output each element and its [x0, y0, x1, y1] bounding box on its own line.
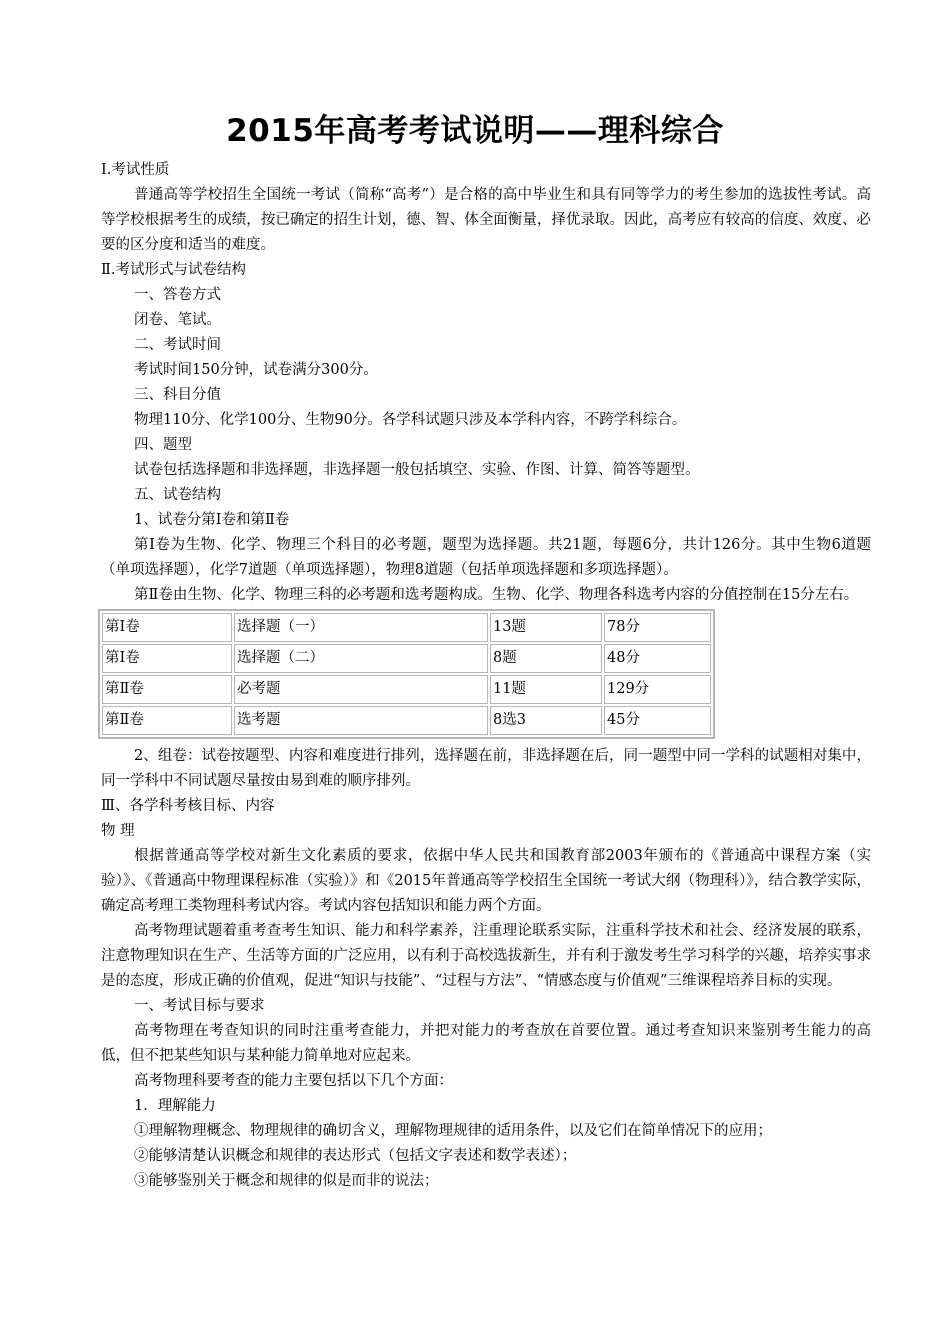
- table-cell: 13题: [490, 613, 602, 642]
- paragraph: 高考物理科要考查的能力主要包括以下几个方面：: [134, 1073, 453, 1089]
- paragraph: 第Ⅰ卷为生物、化学、物理三个科目的必考题，题型为选择题。共21题，每题6分，共计126分。其中生物6道题（单项选择题），化学7道题（单项选择题），物理8道题（包括单项选择题和多项选择题）。: [101, 537, 871, 578]
- paragraph: 第Ⅱ卷由生物、化学、物理三科的必考题和选考题构成。生物、化学、物理各科选考内容的分值控制在15分左右。: [134, 587, 859, 603]
- table-cell: 48分: [604, 644, 711, 673]
- score-table: [98, 609, 715, 739]
- table-cell: 选考题: [234, 706, 488, 735]
- table-row: [102, 675, 711, 704]
- table-cell: 45分: [604, 706, 711, 735]
- table-row: [102, 706, 711, 735]
- table-cell: 选择题（二）: [234, 644, 488, 673]
- subheading: 四、题型: [134, 437, 192, 453]
- section-heading: Ⅰ.考试性质: [101, 162, 170, 178]
- table-row: [102, 613, 711, 642]
- table-cell: 8选3: [490, 706, 602, 735]
- subheading: 三、科目分值: [134, 387, 221, 403]
- list-item: ③能够鉴别关于概念和规律的似是而非的说法；: [134, 1173, 439, 1189]
- subheading: 一、答卷方式: [134, 287, 221, 303]
- subheading: 一、考试目标与要求: [134, 998, 265, 1014]
- paragraph: 普通高等学校招生全国统一考试（简称“高考”）是合格的高中毕业生和具有同等学力的考生参加的选拔性考试。高等学校根据考生的成绩，按已确定的招生计划，德、智、体全面衡量，择优录取。因此，高考应有较高的信度、效度、必要的区分度和适当的难度。: [101, 187, 871, 253]
- document-title: 2015年高考考试说明——理科综合: [226, 113, 724, 149]
- section-heading: Ⅲ、各学科考核目标、内容: [101, 798, 275, 814]
- table-cell: 第Ⅰ卷: [102, 644, 232, 673]
- subheading: 1、试卷分第Ⅰ卷和第Ⅱ卷: [134, 512, 290, 528]
- table-cell: 选择题（一）: [234, 613, 488, 642]
- list-item: ②能够清楚认识概念和规律的表达形式（包括文字表述和数学表述）；: [134, 1148, 577, 1164]
- paragraph: 高考物理在考查知识的同时注重考查能力，并把对能力的考查放在首要位置。通过考查知识来鉴别考生能力的高低，但不把某些知识与某种能力简单地对应起来。: [101, 1023, 871, 1064]
- table-row: [102, 644, 711, 673]
- paragraph: 试卷包括选择题和非选择题，非选择题一般包括填空、实验、作图、计算、简答等题型。: [134, 462, 700, 478]
- paragraph: 物理110分、化学100分、生物90分。各学科试题只涉及本学科内容，不跨学科综合。: [134, 412, 687, 428]
- paragraph: 考试时间150分钟，试卷满分300分。: [134, 362, 378, 378]
- subheading: 二、考试时间: [134, 337, 221, 353]
- table-cell: 78分: [604, 613, 711, 642]
- table-cell: 129分: [604, 675, 711, 704]
- paragraph: 2、组卷：试卷按题型、内容和难度进行排列，选择题在前，非选择题在后，同一题型中同一学科的试题相对集中，同一学科中不同试题尽量按由易到难的顺序排列。: [101, 748, 871, 789]
- table-cell: 第Ⅰ卷: [102, 613, 232, 642]
- subject-heading: 物 理: [101, 823, 135, 839]
- table-cell: 第Ⅱ卷: [102, 706, 232, 735]
- table-cell: 11题: [490, 675, 602, 704]
- table-cell: 第Ⅱ卷: [102, 675, 232, 704]
- paragraph: 高考物理试题着重考查考生知识、能力和科学素养，注重理论联系实际，注重科学技术和社会、经济发展的联系，注意物理知识在生产、生活等方面的广泛应用，以有利于高校选拔新生，并有利于激发考生学习科学的兴趣，培养实事求是的态度，形成正确的价值观，促进“知识与技能”、“过程与方法”、“情感态度与价值观”三维课程培养目标的实现。: [101, 923, 871, 989]
- paragraph: 根据普通高等学校对新生文化素质的要求，依据中华人民共和国教育部2003年颁布的《普通高中课程方案（实验）》、《普通高中物理课程标准（实验）》和《2015年普通高等学校招生全国统一考试大纲（物理科）》，结合教学实际，确定高考理工类物理科考试内容。考试内容包括知识和能力两个方面。: [101, 848, 871, 914]
- document-body: [101, 158, 871, 1194]
- list-item: ①理解物理概念、物理规律的确切含义，理解物理规律的适用条件，以及它们在简单情况下的应用；: [134, 1123, 772, 1139]
- subheading: 1．理解能力: [134, 1098, 216, 1114]
- paragraph: 闭卷、笔试。: [134, 312, 221, 328]
- table-cell: 8题: [490, 644, 602, 673]
- section-heading: Ⅱ.考试形式与试卷结构: [101, 262, 246, 278]
- subheading: 五、试卷结构: [134, 487, 221, 503]
- table-cell: 必考题: [234, 675, 488, 704]
